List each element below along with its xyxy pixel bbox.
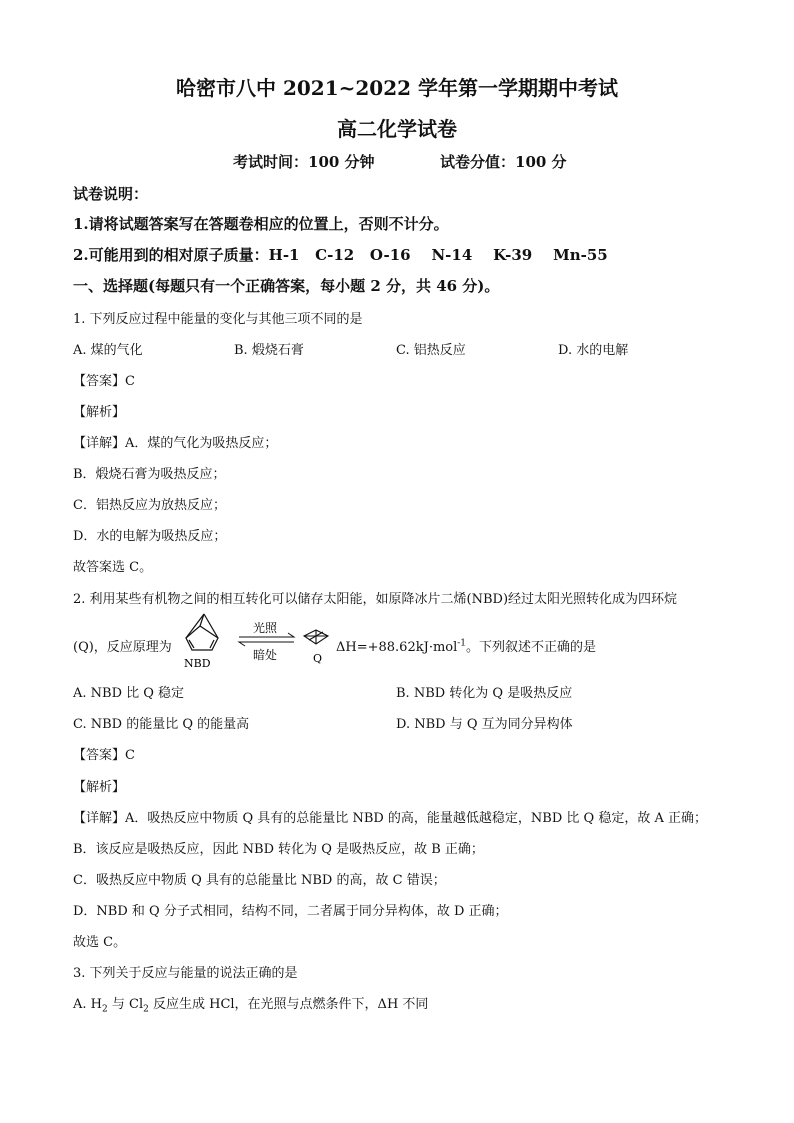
q2-stem: 2. 利用某些有机物之间的相互转化可以储存太阳能，如原降冰片二烯(NBD)经过太阳光照转化成为四环烷 — [73, 592, 678, 607]
q2-option-a: A. NBD 比 Q 稳定 — [73, 686, 185, 701]
q3-option-a-part: 与 Cl — [107, 997, 144, 1012]
q1-option-b: B. 煅烧石膏 — [234, 343, 304, 358]
arrow-top-label: 光照 — [253, 621, 278, 635]
q1-analysis-line: B．煅烧石膏为吸热反应； — [73, 467, 226, 482]
q2-analysis-heading: 【解析】 — [73, 780, 126, 795]
arrow-bottom-label: 暗处 — [253, 648, 278, 662]
exam-subtitle: 高二化学试卷 — [337, 117, 457, 141]
q-structure-icon — [304, 630, 328, 644]
q1-option-a: A. 煤的气化 — [73, 343, 143, 358]
q1-analysis-line: C．铝热反应为放热反应； — [73, 498, 226, 513]
exam-score: 试卷分值：100 分 — [440, 153, 567, 171]
q1-option-c: C. 铝热反应 — [396, 343, 466, 358]
q2-analysis-line: C．吸热反应中物质 Q 具有的总能量比 NBD 的高，故 C 错误； — [73, 873, 446, 888]
note-2: 2.可能用到的相对原子质量：H-1 C-12 O-16 N-14 K-39 Mn-55 — [73, 246, 608, 264]
section-heading: 一、选择题(每题只有一个正确答案，每小题 2 分，共 46 分)。 — [73, 277, 500, 295]
q1-answer: 【答案】C — [73, 374, 135, 389]
q2-option-b: B. NBD 转化为 Q 是吸热反应 — [396, 686, 573, 701]
q3-option-a-part: 反应生成 HCl，在光照与点燃条件下，ΔH 不同 — [148, 997, 429, 1012]
note-1: 1.请将试题答案写在答题卷相应的位置上，否则不计分。 — [73, 215, 449, 233]
nbd-to-q-reaction-diagram — [176, 612, 346, 670]
q3-stem: 3. 下列关于反应与能量的说法正确的是 — [73, 966, 298, 981]
q1-analysis-line: D．水的电解为吸热反应； — [73, 529, 227, 544]
q2-analysis-line: 【详解】A．吸热反应中物质 Q 具有的总能量比 NBD 的高，能量越低越稳定，NBD 比 Q 稳定，故 A 正确； — [73, 811, 707, 826]
q1-option-d: D. 水的电解 — [558, 343, 629, 358]
delta-h-unit-exponent: -1 — [457, 638, 467, 649]
q1-conclusion: 故答案选 C。 — [73, 560, 153, 575]
q2-analysis-line: D．NBD 和 Q 分子式相同，结构不同，二者属于同分异构体，故 D 正确； — [73, 904, 508, 919]
q2-conclusion: 故选 C。 — [73, 935, 127, 950]
notes-heading: 试卷说明： — [73, 185, 149, 203]
q2-stem-prefix: (Q)，反应原理为 — [73, 640, 172, 655]
subscript: 2 — [102, 1004, 108, 1015]
q3-option-a — [73, 993, 428, 1015]
exam-time: 考试时间：100 分钟 — [233, 153, 375, 171]
q1-stem: 1. 下列反应过程中能量的变化与其他三项不同的是 — [73, 312, 363, 327]
exam-title: 哈密市八中 2021~2022 学年第一学期期中考试 — [175, 76, 618, 100]
q3-option-a-part: A. H — [73, 997, 102, 1012]
q2-stem-suffix — [336, 636, 596, 655]
nbd-structure-icon — [186, 614, 218, 650]
q1-analysis-line: 【详解】A．煤的气化为吸热反应； — [73, 436, 278, 451]
q2-analysis-line: B．该反应是吸热反应，因此 NBD 转化为 Q 是吸热反应，故 B 正确； — [73, 842, 484, 857]
nbd-label: NBD — [184, 657, 211, 670]
q-label: Q — [313, 652, 323, 665]
q2-answer: 【答案】C — [73, 748, 135, 763]
q2-question-tail: 。下列叙述不正确的是 — [466, 640, 597, 655]
q2-option-c: C. NBD 的能量比 Q 的能量高 — [73, 717, 250, 732]
delta-h-value: ΔH=+88.62kJ·mol — [336, 640, 458, 655]
subscript: 2 — [143, 1004, 149, 1015]
q1-analysis-heading: 【解析】 — [73, 405, 126, 420]
q2-option-d: D. NBD 与 Q 互为同分异构体 — [396, 717, 573, 732]
